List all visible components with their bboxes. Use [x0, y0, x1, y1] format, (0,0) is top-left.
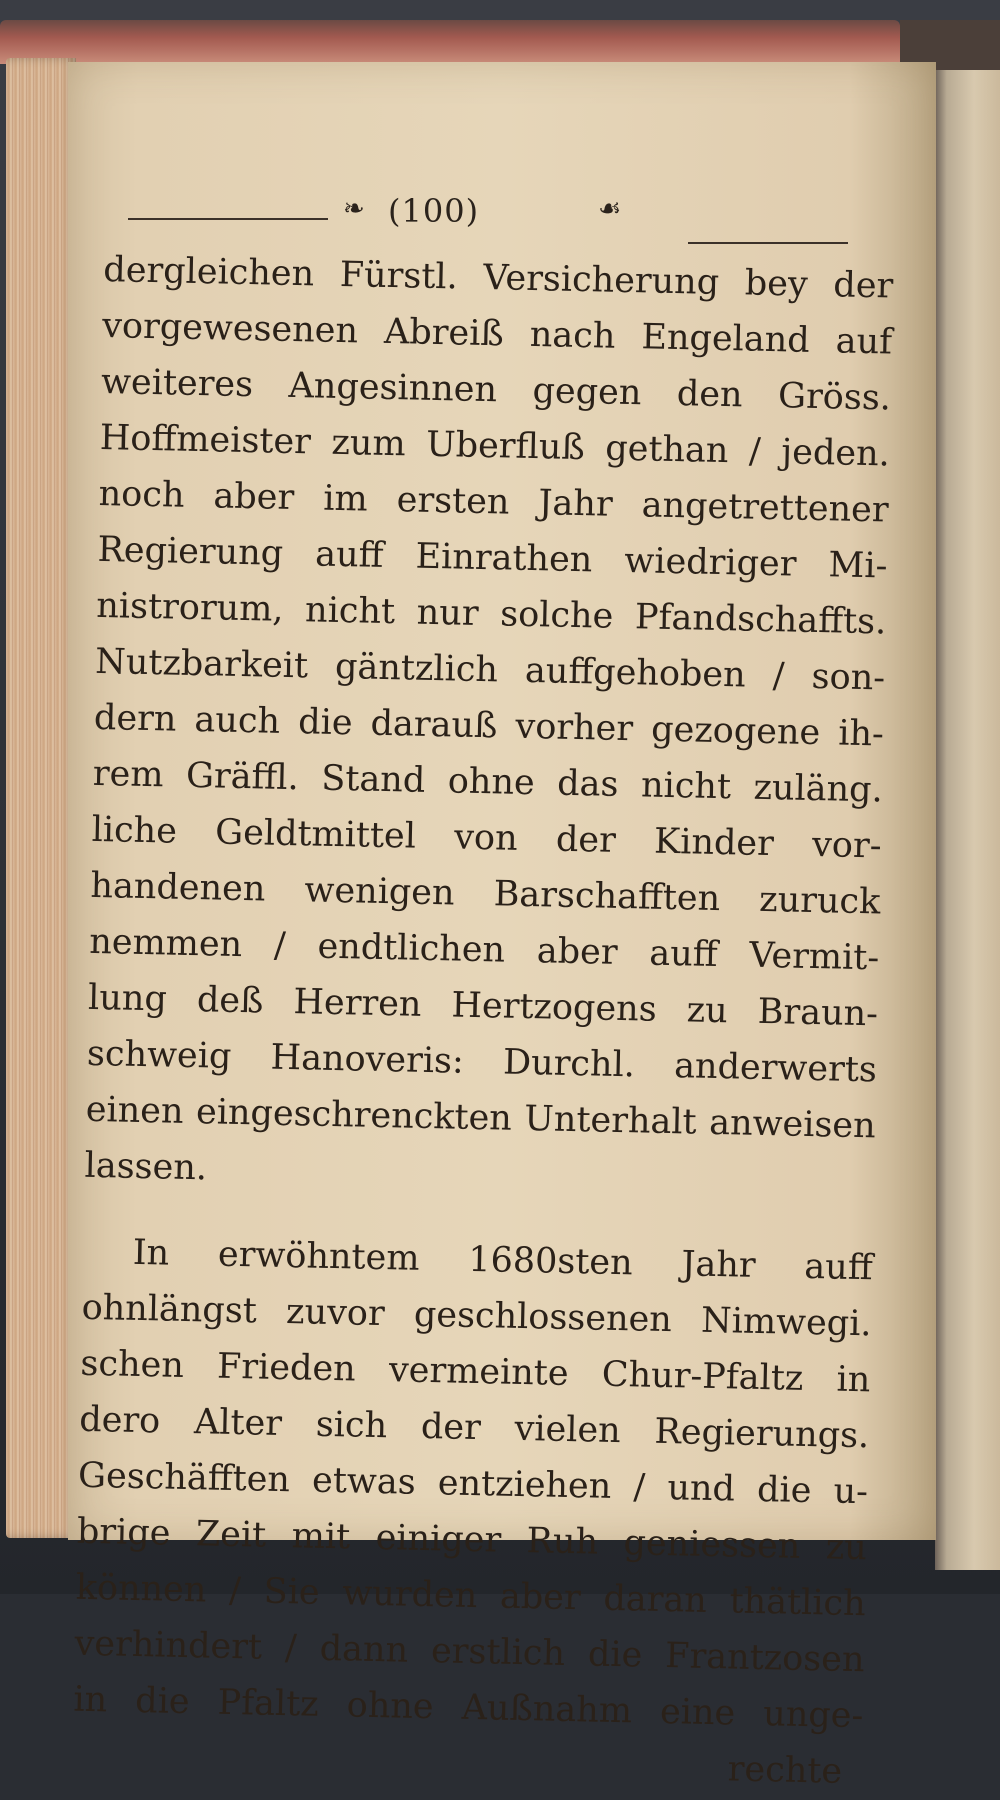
text-line: lassen. [84, 1145, 208, 1189]
text-line: handenen wenigen Barschafften zuruck [90, 865, 881, 923]
text-line: brige Zeit mit einiger Ruh geniessen zu [76, 1511, 868, 1569]
header-rule-left [128, 218, 328, 220]
text-line: dero Alter sich der vielen Regierungs. [78, 1399, 870, 1457]
text-line: rem Gräffl. Stand ohne das nicht zuläng. [92, 753, 884, 811]
text-line: lung deß Herren Hertzogens zu Braun- [87, 977, 879, 1035]
book-top-edge [0, 20, 900, 64]
text-line: vorgewesenen Abreiß nach Engeland auf [101, 305, 893, 363]
text-line: liche Geldtmittel von der Kinder vor- [91, 809, 882, 867]
ornament-right-icon: ☙ [598, 194, 622, 224]
text-line: Nutzbarkeit gäntzlich auffgehoben / son- [94, 641, 886, 699]
text-line: dergleichen Fürstl. Versicherung bey der [102, 249, 894, 307]
text-line: Regierung auff Einrathen wiedriger Mi- [97, 529, 888, 587]
book-page [68, 62, 936, 1792]
text-line: nemmen / endtlichen aber auff Vermit- [88, 921, 880, 979]
page-header [128, 122, 888, 232]
text-line: nistrorum, nicht nur solche Pfandschaffts. [95, 585, 887, 643]
text-line: dern auch die darauß vorher gezogene ih- [93, 697, 885, 755]
text-line: Hoffmeister zum Uberfluß gethan / jeden. [99, 417, 891, 475]
text-line: können / Sie wurden aber daran thätlich [75, 1567, 867, 1625]
page-number: (100) [388, 192, 480, 230]
header-rule-right [688, 242, 848, 244]
left-page-edges [6, 58, 76, 1538]
text-line: verhindert / dann erstlich die Frantzosen [74, 1623, 865, 1681]
text-line: weiteres Angesinnen gegen den Gröss. [100, 361, 892, 419]
catchword: rechte [727, 1749, 843, 1792]
text-line: schen Frieden vermeinte Chur-Pfaltz in [80, 1343, 871, 1401]
text-line: ohnlängst zuvor geschlossenen Nimwegi. [81, 1287, 872, 1345]
text-line: schweig Hanoveris: Durchl. anderwerts [86, 1033, 878, 1091]
ornament-left-icon: ❧ [343, 194, 365, 224]
text-line: in die Pfaltz ohne Außnahm eine unge- [73, 1679, 864, 1737]
text-line: noch aber im ersten Jahr angetrettener [98, 473, 889, 531]
page-body [72, 242, 894, 1800]
facing-page-edge [935, 70, 1000, 1570]
text-line: einen eingeschrenckten Unterhalt anweisen [85, 1089, 877, 1147]
text-line: Geschäfften etwas entziehen / und die u- [77, 1455, 869, 1513]
text-line: In erwöhntem 1680sten Jahr auff [132, 1232, 874, 1289]
